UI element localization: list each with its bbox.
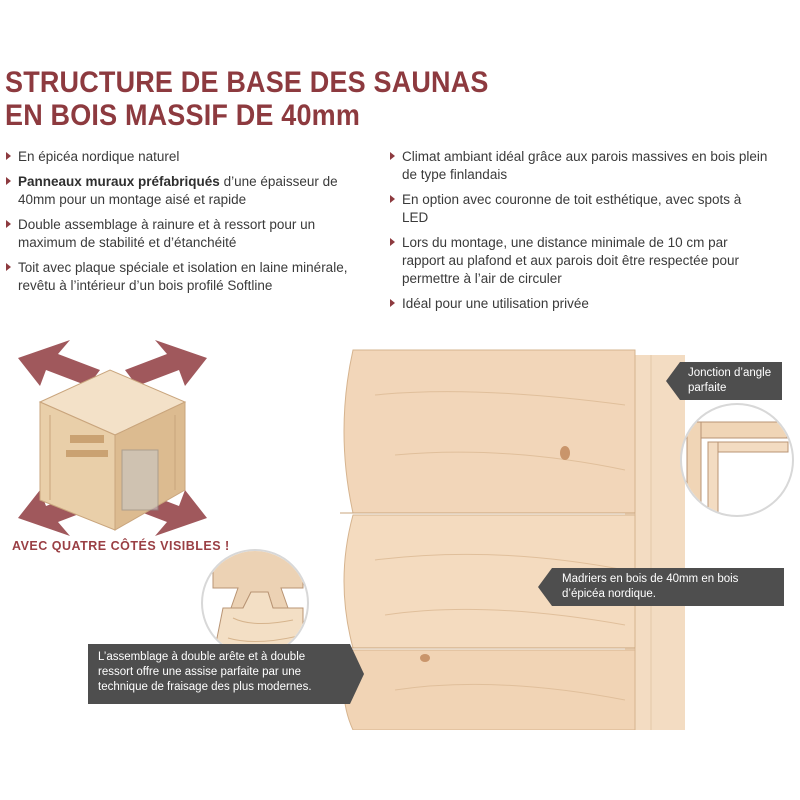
bullet-arrow-icon: [390, 152, 395, 160]
wood-wall-illustration: [335, 345, 695, 730]
bullet-emphasis: Panneaux muraux préfabriqués: [18, 174, 220, 189]
features-list-left: [6, 148, 374, 302]
list-item: Climat ambiant idéal grâce aux parois massives en bois plein de type finlandais: [390, 148, 770, 184]
sauna-cabin-illustration: [10, 340, 215, 540]
plank-1: [344, 350, 635, 513]
plank-3: [344, 650, 635, 730]
list-item: En option avec couronne de toit esthétique, avec spots à LED: [390, 191, 770, 227]
features-list-right: [390, 148, 770, 320]
page-title: [5, 66, 545, 132]
bullet-arrow-icon: [390, 195, 395, 203]
list-item: Panneaux muraux préfabriqués d’une épaisseur de 40mm pour un montage aisé et rapide: [6, 173, 374, 209]
list-item: Double assemblage à rainure et à ressort pour un maximum de stabilité et d’étanchéité: [6, 216, 374, 252]
list-item: Lors du montage, une distance minimale de 10 cm par rapport au plafond et aux parois doit être respectée pour permettre à l’air de circuler: [390, 234, 770, 288]
bullet-arrow-icon: [390, 238, 395, 246]
arrow-top-right-icon: [125, 340, 207, 386]
four-sides-label: AVEC QUATRE CÔTÉS VISIBLES !: [12, 539, 230, 553]
bullet-arrow-icon: [6, 263, 11, 271]
joint-detail-illustration: [193, 548, 318, 658]
bullet-arrow-icon: [6, 220, 11, 228]
list-item: Idéal pour une utilisation privée: [390, 295, 770, 313]
arrow-top-left-icon: [18, 340, 100, 386]
list-item: En épicéa nordique naturel: [6, 148, 374, 166]
callout-corner-joint: Jonction d’angle parfaite: [680, 362, 782, 400]
title-line-1: STRUCTURE DE BASE DES SAUNAS: [5, 66, 489, 99]
bullet-arrow-icon: [6, 152, 11, 160]
bullet-arrow-icon: [6, 177, 11, 185]
bullet-arrow-icon: [390, 299, 395, 307]
title-line-2: EN BOIS MASSIF DE 40mm: [5, 99, 361, 132]
callout-double-joint: L’assemblage à double arête et à double ressort offre une assise parfaite par une technique de fraisage des plus modernes.: [88, 644, 350, 704]
callout-planks: Madriers en bois de 40mm en bois d’épicéa nordique.: [552, 568, 784, 606]
corner-joint-illustration: [672, 400, 797, 518]
list-item: Toit avec plaque spéciale et isolation en laine minérale, revêtu à l’intérieur d’un bois profilé Softline: [6, 259, 374, 295]
